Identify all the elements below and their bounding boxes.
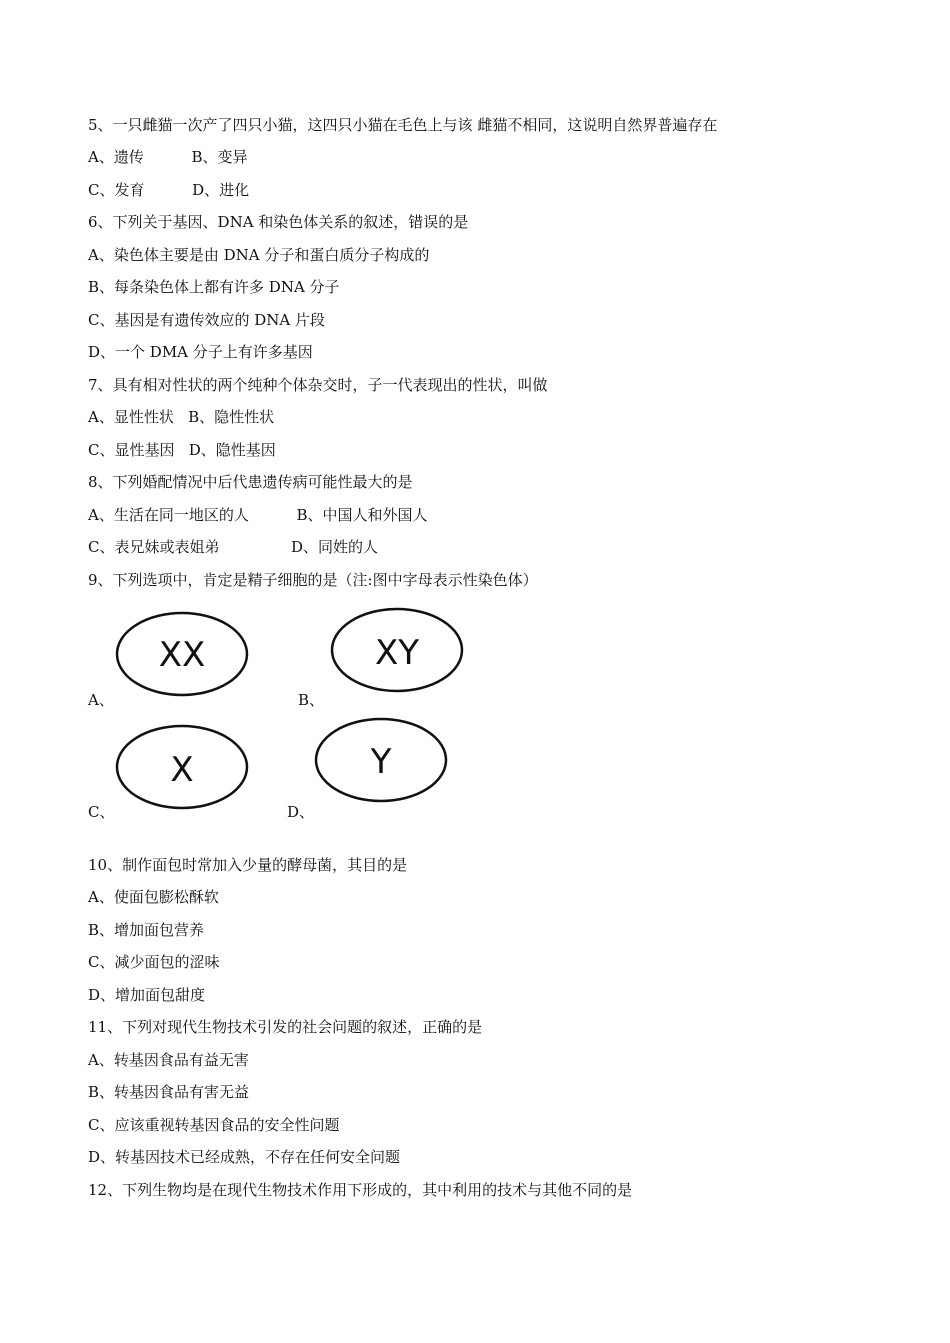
option-label-d: D、 (287, 803, 315, 821)
cell-ellipse-a (115, 610, 249, 698)
question-5-options-cd: C、发育 D、进化 (88, 181, 250, 199)
question-11-option-d: D、转基因技术已经成熟，不存在任何安全问题 (88, 1148, 401, 1166)
question-6-option-d: D、一个 DMA 分子上有许多基因 (88, 343, 313, 361)
option-label-a: A、 (88, 691, 114, 709)
question-10-option-b: B、增加面包营养 (88, 921, 205, 939)
question-6-option-c: C、基因是有遗传效应的 DNA 片段 (88, 311, 325, 329)
question-8-stem: 8、下列婚配情况中后代患遗传病可能性最大的是 (88, 473, 413, 491)
question-9-stem: 9、下列选项中，肯定是精子细胞的是（注:图中字母表示性染色体） (88, 571, 538, 589)
question-5-stem: 5、一只雌猫一次产了四只小猫，这四只小猫在毛色上与该 雌猫不相同，这说明自然界普遍存在 (88, 116, 718, 134)
question-10-stem: 10、制作面包时常加入少量的酵母菌，其目的是 (88, 856, 408, 874)
question-5-options-ab: A、遗传 B、变异 (88, 148, 248, 166)
option-label-b: B、 (298, 691, 325, 709)
question-11-option-a: A、转基因食品有益无害 (88, 1051, 249, 1069)
question-6-option-a: A、染色体主要是由 DNA 分子和蛋白质分子构成的 (88, 246, 430, 264)
cell-diagram-b (330, 606, 464, 694)
chromosome-label-d: Y (370, 742, 392, 782)
question-11-option-b: B、转基因食品有害无益 (88, 1083, 250, 1101)
option-label-c: C、 (88, 803, 115, 821)
question-8-options-ab: A、生活在同一地区的人 B、中国人和外国人 (88, 506, 428, 524)
cell-ellipse-d (314, 716, 448, 804)
question-11-stem: 11、下列对现代生物技术引发的社会问题的叙述，正确的是 (88, 1018, 483, 1036)
question-10-option-d: D、增加面包甜度 (88, 986, 206, 1004)
question-12-stem: 12、下列生物均是在现代生物技术作用下形成的，其中利用的技术与其他不同的是 (88, 1181, 633, 1199)
question-10-option-a: A、使面包膨松酥软 (88, 888, 219, 906)
chromosome-label-b: XY (374, 633, 420, 673)
cell-diagram-c (115, 723, 249, 811)
question-6-stem: 6、下列关于基因、DNA 和染色体关系的叙述，错误的是 (88, 213, 469, 231)
chromosome-label-c: X (170, 750, 194, 790)
cell-diagram-d (314, 716, 448, 804)
chromosome-label-a: XX (158, 635, 206, 675)
cell-ellipse-b (330, 606, 464, 694)
cell-ellipse-c (115, 723, 249, 811)
question-8-options-cd: C、表兄妹或表姐弟 D、同姓的人 (88, 538, 379, 556)
question-11-option-c: C、应该重视转基因食品的安全性问题 (88, 1116, 340, 1134)
question-7-options-cd: C、显性基因 D、隐性基因 (88, 441, 276, 459)
question-6-option-b: B、每条染色体上都有许多 DNA 分子 (88, 278, 340, 296)
question-7-options-ab: A、显性性状 B、隐性性状 (88, 408, 275, 426)
question-10-option-c: C、减少面包的涩味 (88, 953, 220, 971)
question-7-stem: 7、具有相对性状的两个纯种个体杂交时，子一代表现出的性状，叫做 (88, 376, 548, 394)
cell-diagram-a (115, 610, 249, 698)
